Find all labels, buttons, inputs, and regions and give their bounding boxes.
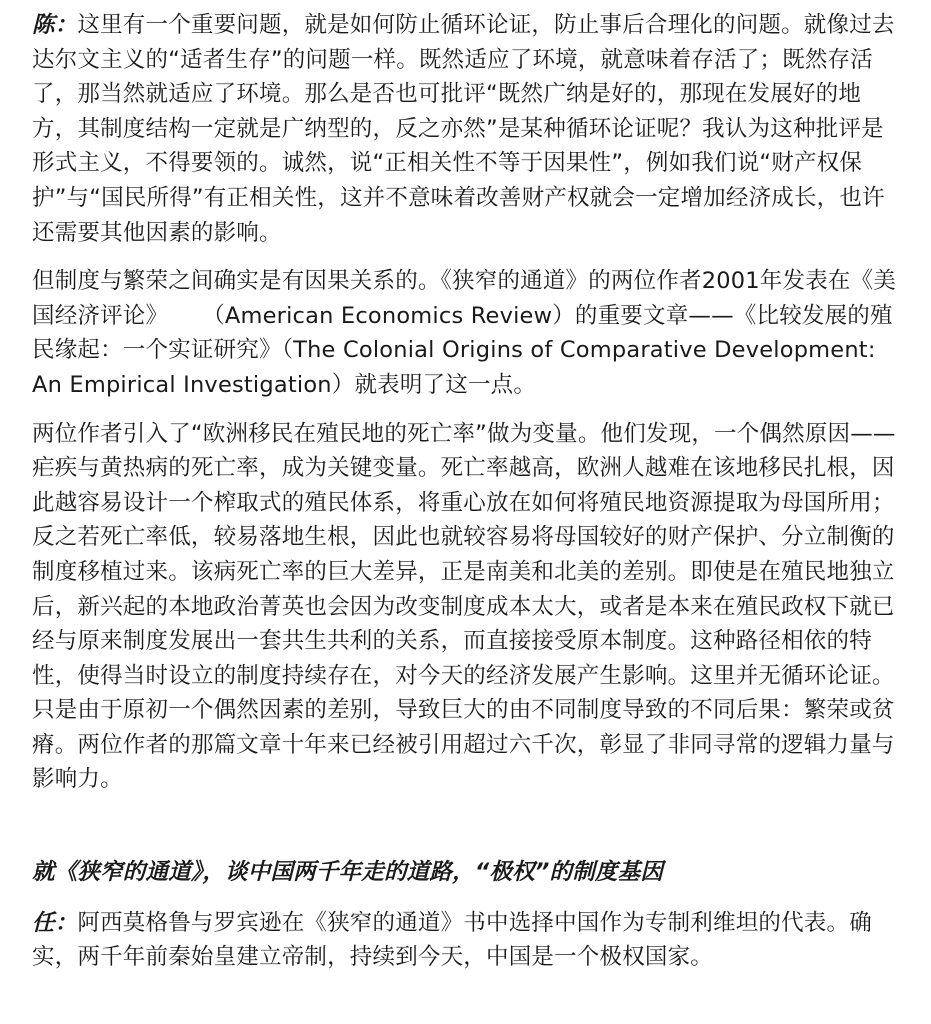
paragraph-mortality bbox=[32, 417, 901, 798]
paragraph-causality bbox=[32, 264, 901, 402]
paragraph-ren bbox=[32, 906, 901, 975]
speaker-label: 任： bbox=[32, 909, 78, 936]
paragraph-text: 这里有一个重要问题，就是如何防止循环论证，防止事后合理化的问题。就像过去达尔文主义的“适者生存”的问题一样。既然适应了环境，就意味着存活了；既然存活了，那当然就适应了环境。那么是否也可批评“既然广纳是好的，那现在发展好的地方，其制度结构一定就是广纳型的，反之亦然”是某种循环论证呢？我认为这种批评是形式主义，不得要领的。诚然，说“正相关性不等于因果性”，例如我们说“财产权保护”与“国民所得”有正相关性，这并不意味着改善财产权就会一定增加经济成长，也许还需要其他因素的影响。 bbox=[32, 12, 895, 246]
section-heading: 就《狭窄的通道》，谈中国两千年走的道路，“极权”的制度基因 bbox=[32, 859, 664, 886]
speaker-label: 陈： bbox=[32, 12, 78, 38]
paragraph-chen bbox=[32, 8, 901, 250]
paragraph-text-part1: 但制度与繁荣之间确实是有因果关系的。《狭窄的通道》的两位作者2001年发表在《美国经济评论》 bbox=[32, 268, 897, 329]
paragraph-text: 阿西莫格鲁与罗宾逊在《狭窄的通道》书中选择中国作为专制利维坦的代表。确实，两千年前秦始皇建立帝制，持续到今天，中国是一个极权国家。 bbox=[32, 909, 872, 971]
paragraph-text: 两位作者引入了“欧洲移民在殖民地的死亡率”做为变量。他们发现，一个偶然原因——疟疾与黄热病的死亡率，成为关键变量。死亡率越高，欧洲人越难在该地移民扎根，因此越容易设计一个榨取式的殖民体系，将重心放在如何将殖民地资源提取为母国所用；反之若死亡率低，较易落地生根，因此也就较容易将母国较好的财产保护、分立制衡的制度移植过来。该病死亡率的巨大差异，正是南美和北美的差别。即使是在殖民地独立后，新兴起的本地政治菁英也会因为改变制度成本太大，或者是本来在殖民政权下就已经与原来制度发展出一套共生共利的关系，而直接接受原本制度。这种路径相依的特性，使得当时设立的制度持续存在，对今天的经济发展产生影响。这里并无循环论证。只是由于原初一个偶然因素的差别，导致巨大的由不同制度导致的不同后果：繁荣或贫瘠。两位作者的那篇文章十年来已经被引用超过六千次，彰显了非同寻常的逻辑力量与影响力。 bbox=[32, 420, 896, 793]
paragraph-text-part2: （American Economics Review）的重要文章——《比较发展的殖民缘起：一个实证研究》（The Colonial Origins of Comparative Development: An Empirical Investigation）就表明了这一点。 bbox=[32, 302, 893, 398]
